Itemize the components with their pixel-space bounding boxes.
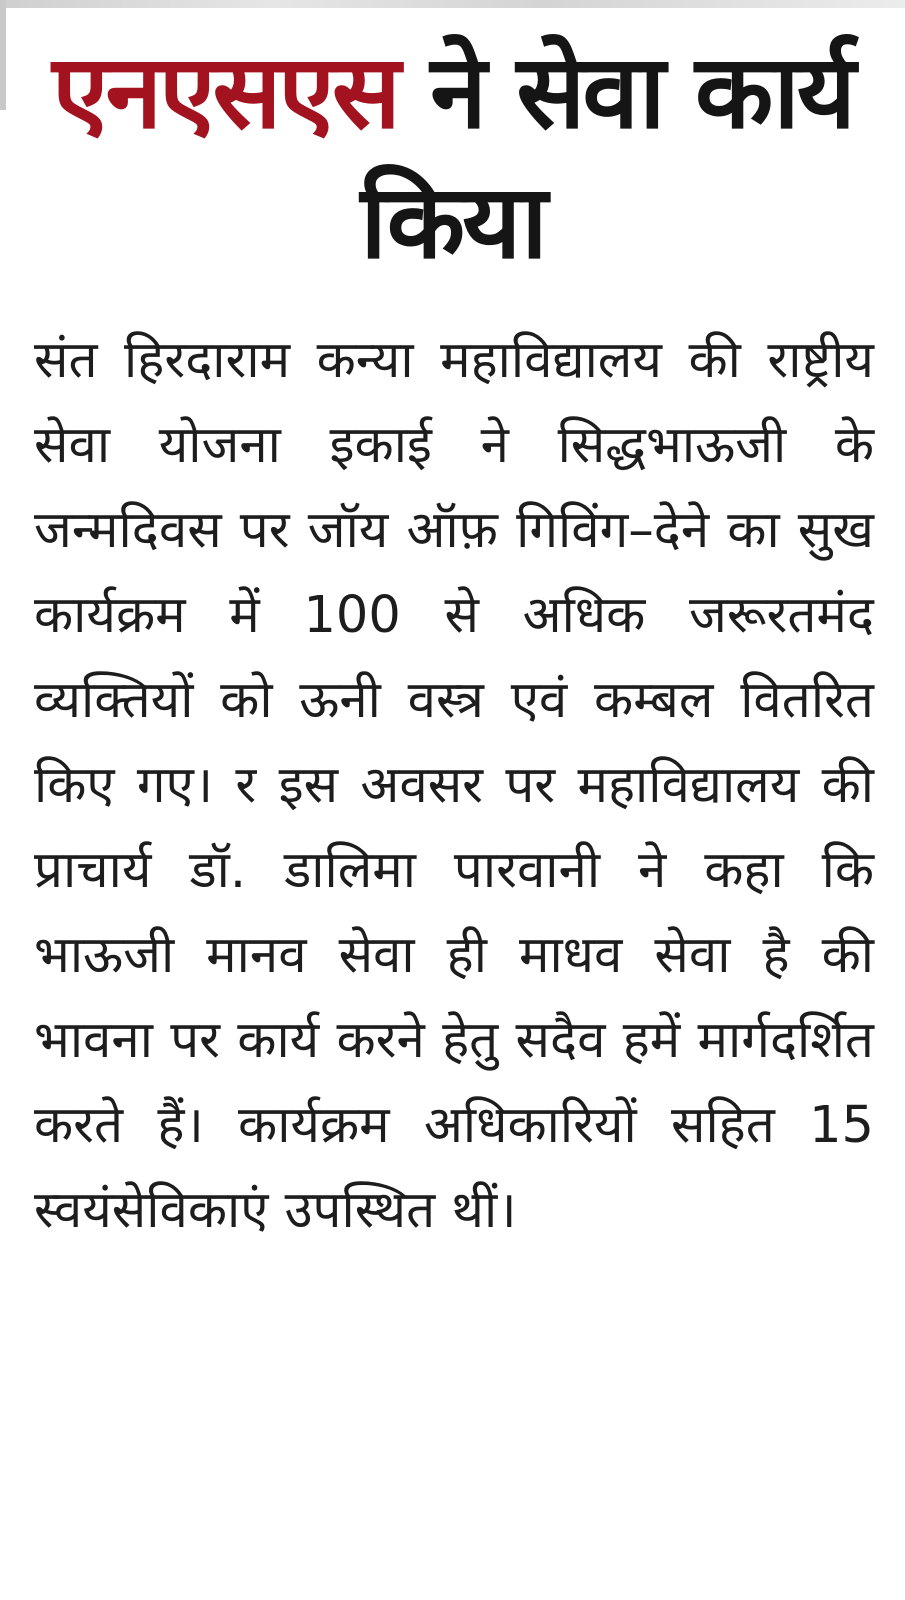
headline [40,28,865,288]
headline-rest: ने सेवा कार्य किया [360,33,853,282]
headline-accent: एनएसएस [52,33,398,152]
article-body: संत हिरदाराम कन्या महाविद्यालय की राष्ट्रीय सेवा योजना इकाई ने सिद्धभाऊजी के जन्मदिवस पर जॉय ऑफ़ गिविंग–देने का सुख कार्यक्रम में 100 से अधिक जरूरतमंद व्यक्तियों को ऊनी वस्त्र एवं कम्बल वितरित किए गए। र इस अवसर पर महाविद्यालय की प्राचार्य डॉ. डालिमा पारवानी ने कहा कि भाऊजी मानव सेवा ही माधव सेवा है की भावना पर कार्य करने हेतु सदैव हमें मार्गदर्शित करते हैं। कार्यक्रम अधिकारियों सहित 15 स्वयंसेविकाएं उपस्थित थीं। [34,331,874,1240]
